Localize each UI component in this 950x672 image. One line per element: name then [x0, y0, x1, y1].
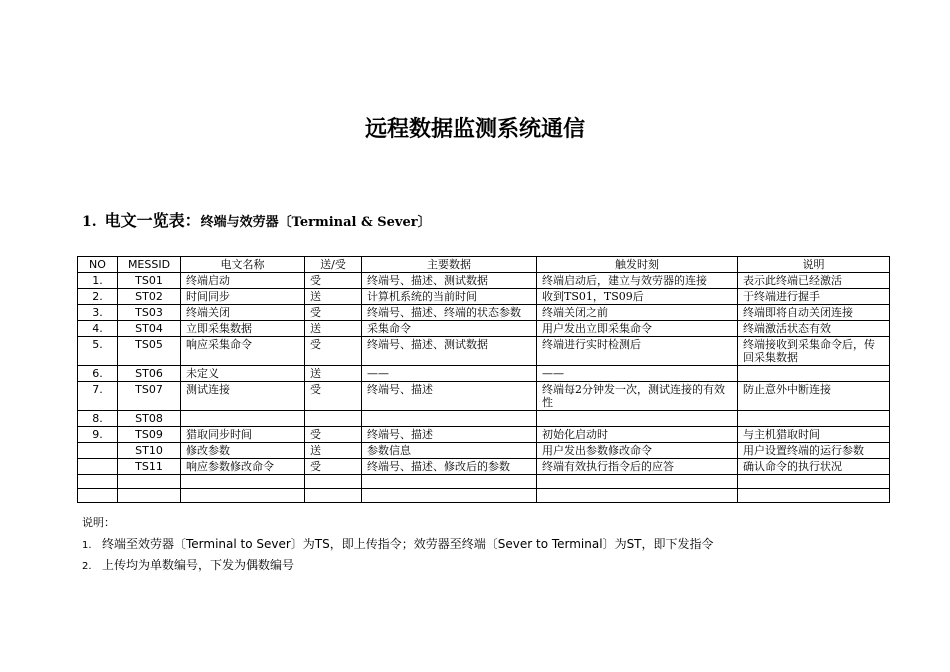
table-row — [78, 321, 890, 337]
cell-main-data: 采集命令 — [362, 321, 537, 337]
note-number: 2. — [82, 561, 92, 572]
cell-description: 终端即将自动关闭连接 — [738, 305, 890, 321]
cell-messid: ST08 — [118, 411, 181, 427]
cell-description: 终端激活状态有效 — [738, 321, 890, 337]
header-trigger: 触发时刻 — [537, 257, 738, 273]
cell-description: 终端接收到采集命令后，传回采集数据 — [738, 337, 890, 366]
cell-trigger: 初始化启动时 — [537, 427, 738, 443]
header-no: NO — [78, 257, 118, 273]
table-body — [78, 273, 890, 503]
cell-trigger — [537, 411, 738, 427]
cell-main-data — [362, 411, 537, 427]
header-direction: 送/受 — [305, 257, 362, 273]
cell-description: 确认命令的执行状况 — [738, 459, 890, 475]
cell-messid: ST06 — [118, 366, 181, 382]
notes-label: 说明： — [82, 516, 115, 529]
header-description: 说明 — [738, 257, 890, 273]
cell-direction — [305, 489, 362, 503]
cell-trigger: —— — [537, 366, 738, 382]
cell-direction — [305, 411, 362, 427]
cell-description: 表示此终端已经激活 — [738, 273, 890, 289]
table-row — [78, 273, 890, 289]
table-row — [78, 459, 890, 475]
cell-trigger: 终端每2分钟发一次，测试连接的有效性 — [537, 382, 738, 411]
cell-trigger: 终端启动后，建立与效劳器的连接 — [537, 273, 738, 289]
cell-description: 于终端进行握手 — [738, 289, 890, 305]
cell-no: 8. — [78, 411, 118, 427]
cell-description — [738, 411, 890, 427]
cell-main-data: 参数信息 — [362, 443, 537, 459]
cell-direction: 送 — [305, 289, 362, 305]
note-text: 上传均为单数编号，下发为偶数编号 — [102, 558, 295, 572]
cell-direction: 受 — [305, 459, 362, 475]
cell-name — [181, 475, 305, 489]
cell-no: 7. — [78, 382, 118, 411]
cell-main-data: —— — [362, 366, 537, 382]
cell-trigger: 终端进行实时检测后 — [537, 337, 738, 366]
cell-messid: ST04 — [118, 321, 181, 337]
cell-direction — [305, 475, 362, 489]
cell-name: 响应采集命令 — [181, 337, 305, 366]
cell-description: 用户设置终端的运行参数 — [738, 443, 890, 459]
cell-no: 1. — [78, 273, 118, 289]
cell-messid: ST02 — [118, 289, 181, 305]
notes — [82, 514, 714, 577]
cell-messid: TS09 — [118, 427, 181, 443]
cell-trigger — [537, 475, 738, 489]
table-row — [78, 337, 890, 366]
cell-direction: 受 — [305, 427, 362, 443]
cell-no: 5. — [78, 337, 118, 366]
cell-description — [738, 475, 890, 489]
header-name: 电文名称 — [181, 257, 305, 273]
table-row — [78, 411, 890, 427]
section-heading — [82, 208, 431, 231]
cell-messid: ST10 — [118, 443, 181, 459]
cell-main-data: 终端号、描述、修改后的参数 — [362, 459, 537, 475]
table-row — [78, 382, 890, 411]
cell-no — [78, 489, 118, 503]
cell-no — [78, 459, 118, 475]
cell-no: 2. — [78, 289, 118, 305]
cell-direction: 受 — [305, 273, 362, 289]
cell-messid: TS07 — [118, 382, 181, 411]
section-subheading: 终端与效劳器〔Terminal & Sever〕 — [200, 215, 431, 230]
note-number: 1. — [82, 540, 92, 551]
cell-direction: 送 — [305, 366, 362, 382]
cell-description — [738, 489, 890, 503]
cell-description — [738, 366, 890, 382]
table-row — [78, 289, 890, 305]
cell-name: 立即采集数据 — [181, 321, 305, 337]
table-row — [78, 475, 890, 489]
cell-description: 与主机猎取时间 — [738, 427, 890, 443]
cell-main-data — [362, 489, 537, 503]
cell-trigger: 收到TS01，TS09后 — [537, 289, 738, 305]
note-item — [82, 535, 714, 552]
cell-main-data: 终端号、描述 — [362, 427, 537, 443]
cell-trigger — [537, 489, 738, 503]
cell-messid: TS03 — [118, 305, 181, 321]
section-number: 1. — [82, 214, 97, 230]
cell-main-data: 终端号、描述、终端的状态参数 — [362, 305, 537, 321]
message-table — [77, 256, 890, 503]
cell-no — [78, 443, 118, 459]
cell-name — [181, 411, 305, 427]
cell-name: 终端启动 — [181, 273, 305, 289]
cell-no: 4. — [78, 321, 118, 337]
cell-name: 响应参数修改命令 — [181, 459, 305, 475]
cell-trigger: 用户发出参数修改命令 — [537, 443, 738, 459]
cell-description: 防止意外中断连接 — [738, 382, 890, 411]
section-heading-text: 电文一览表： — [104, 211, 201, 230]
cell-trigger: 终端有效执行指令后的应答 — [537, 459, 738, 475]
cell-no: 6. — [78, 366, 118, 382]
table-row — [78, 443, 890, 459]
cell-direction: 受 — [305, 382, 362, 411]
cell-messid — [118, 475, 181, 489]
table-row — [78, 305, 890, 321]
header-messid: MESSID — [118, 257, 181, 273]
cell-name — [181, 489, 305, 503]
cell-no — [78, 475, 118, 489]
cell-name: 终端关闭 — [181, 305, 305, 321]
cell-trigger: 终端关闭之前 — [537, 305, 738, 321]
header-main-data: 主要数据 — [362, 257, 537, 273]
note-item — [82, 556, 714, 573]
cell-messid: TS11 — [118, 459, 181, 475]
cell-main-data — [362, 475, 537, 489]
table-header-row — [78, 257, 890, 273]
note-text: 终端至效劳器〔Terminal to Sever〕为TS，即上传指令；效劳器至终端〔Sever to Terminal〕为ST，即下发指令 — [102, 537, 714, 551]
cell-name: 修改参数 — [181, 443, 305, 459]
cell-direction: 送 — [305, 321, 362, 337]
cell-name: 测试连接 — [181, 382, 305, 411]
cell-main-data: 终端号、描述 — [362, 382, 537, 411]
cell-direction: 受 — [305, 337, 362, 366]
cell-messid: TS01 — [118, 273, 181, 289]
cell-main-data: 计算机系统的当前时间 — [362, 289, 537, 305]
cell-direction: 受 — [305, 305, 362, 321]
table-row — [78, 366, 890, 382]
table-row — [78, 427, 890, 443]
cell-name: 时间同步 — [181, 289, 305, 305]
cell-messid — [118, 489, 181, 503]
cell-no: 9. — [78, 427, 118, 443]
page-title: 远程数据监测系统通信 — [364, 117, 585, 142]
cell-no: 3. — [78, 305, 118, 321]
cell-direction: 送 — [305, 443, 362, 459]
cell-trigger: 用户发出立即采集命令 — [537, 321, 738, 337]
cell-name: 猎取同步时间 — [181, 427, 305, 443]
cell-main-data: 终端号、描述、测试数据 — [362, 337, 537, 366]
table-row — [78, 489, 890, 503]
cell-name: 未定义 — [181, 366, 305, 382]
cell-messid: TS05 — [118, 337, 181, 366]
cell-main-data: 终端号、描述、测试数据 — [362, 273, 537, 289]
